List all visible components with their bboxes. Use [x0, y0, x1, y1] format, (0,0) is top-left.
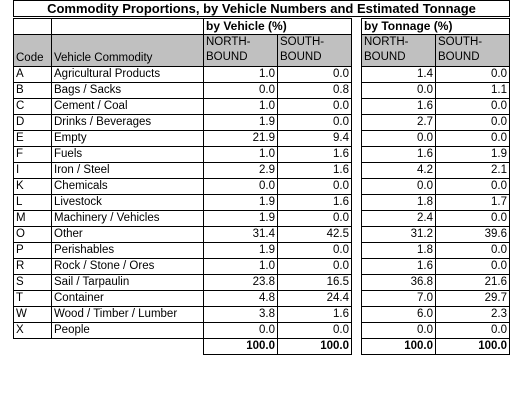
row-veh-north: 0.0 — [204, 323, 278, 339]
row-ton-south: 0.0 — [436, 67, 510, 83]
row-code: C — [14, 99, 52, 115]
row-commodity: Empty — [52, 131, 204, 147]
table-row — [14, 147, 510, 163]
total-ton-south: 100.0 — [436, 339, 510, 355]
row-veh-north: 4.8 — [204, 291, 278, 307]
row-veh-north: 0.0 — [204, 83, 278, 99]
row-veh-south: 0.0 — [278, 323, 352, 339]
col-north-line2: BOUND — [206, 51, 248, 63]
group-spacer — [14, 19, 52, 35]
row-ton-north: 0.0 — [362, 179, 436, 195]
row-veh-north: 21.9 — [204, 131, 278, 147]
row-veh-south: 1.6 — [278, 195, 352, 211]
row-veh-north: 0.0 — [204, 179, 278, 195]
col-south-line1: SOUTH- — [438, 36, 483, 48]
row-veh-north: 1.9 — [204, 211, 278, 227]
row-veh-south: 42.5 — [278, 227, 352, 243]
row-ton-north: 1.4 — [362, 67, 436, 83]
col-ton-north — [362, 35, 436, 67]
col-south-line2: BOUND — [438, 51, 480, 63]
row-ton-south: 1.1 — [436, 83, 510, 99]
row-ton-south: 1.9 — [436, 147, 510, 163]
row-ton-south: 0.0 — [436, 115, 510, 131]
totals-row — [14, 339, 510, 355]
row-ton-south: 0.0 — [436, 99, 510, 115]
row-ton-south: 0.0 — [436, 131, 510, 147]
table-row — [14, 195, 510, 211]
row-ton-south: 0.0 — [436, 179, 510, 195]
table-row — [14, 131, 510, 147]
row-veh-south: 24.4 — [278, 291, 352, 307]
row-code: M — [14, 211, 52, 227]
commodity-table — [13, 18, 510, 355]
table-row — [14, 115, 510, 131]
table-title: Commodity Proportions, by Vehicle Numbers and Estimated Tonnage — [13, 0, 510, 17]
row-veh-south: 0.0 — [278, 115, 352, 131]
col-veh-north — [204, 35, 278, 67]
totals-spacer — [14, 339, 52, 355]
row-code: W — [14, 307, 52, 323]
row-veh-north: 3.8 — [204, 307, 278, 323]
row-veh-north: 1.0 — [204, 67, 278, 83]
row-veh-north: 2.9 — [204, 163, 278, 179]
row-ton-north: 0.0 — [362, 131, 436, 147]
table-row — [14, 67, 510, 83]
table-row — [14, 291, 510, 307]
col-veh-south — [278, 35, 352, 67]
row-ton-south: 1.7 — [436, 195, 510, 211]
row-commodity: Machinery / Vehicles — [52, 211, 204, 227]
row-veh-north: 1.9 — [204, 243, 278, 259]
col-north-line1: NORTH- — [206, 36, 251, 48]
row-ton-north: 1.8 — [362, 195, 436, 211]
row-ton-north: 7.0 — [362, 291, 436, 307]
row-veh-south: 9.4 — [278, 131, 352, 147]
col-ton-south — [436, 35, 510, 67]
group-header-row — [14, 19, 510, 35]
row-code: B — [14, 83, 52, 99]
row-ton-south: 39.6 — [436, 227, 510, 243]
row-commodity: Bags / Sacks — [52, 83, 204, 99]
row-veh-north: 1.0 — [204, 259, 278, 275]
row-commodity: Agricultural Products — [52, 67, 204, 83]
row-veh-south: 16.5 — [278, 275, 352, 291]
row-code: I — [14, 163, 52, 179]
commodity-table-wrapper — [13, 18, 510, 355]
col-code: Code — [14, 35, 52, 67]
row-ton-north: 2.7 — [362, 115, 436, 131]
table-row — [14, 275, 510, 291]
total-ton-north: 100.0 — [362, 339, 436, 355]
row-ton-north: 0.0 — [362, 323, 436, 339]
row-ton-south: 0.0 — [436, 323, 510, 339]
row-ton-north: 6.0 — [362, 307, 436, 323]
row-veh-south: 1.6 — [278, 147, 352, 163]
row-ton-north: 0.0 — [362, 83, 436, 99]
row-code: D — [14, 115, 52, 131]
row-ton-north: 1.6 — [362, 259, 436, 275]
column-header-row — [14, 35, 510, 67]
row-veh-north: 23.8 — [204, 275, 278, 291]
row-ton-south: 0.0 — [436, 259, 510, 275]
row-veh-south: 0.0 — [278, 99, 352, 115]
row-code: K — [14, 179, 52, 195]
row-code: P — [14, 243, 52, 259]
row-code: A — [14, 67, 52, 83]
row-code: E — [14, 131, 52, 147]
row-code: R — [14, 259, 52, 275]
row-code: F — [14, 147, 52, 163]
row-ton-south: 29.7 — [436, 291, 510, 307]
total-veh-north: 100.0 — [204, 339, 278, 355]
row-ton-north: 36.8 — [362, 275, 436, 291]
row-commodity: Rock / Stone / Ores — [52, 259, 204, 275]
row-veh-south: 0.0 — [278, 211, 352, 227]
row-veh-south: 1.6 — [278, 163, 352, 179]
row-commodity: Livestock — [52, 195, 204, 211]
row-veh-north: 1.9 — [204, 115, 278, 131]
table-row — [14, 227, 510, 243]
row-code: X — [14, 323, 52, 339]
group-spacer — [52, 19, 204, 35]
row-veh-south: 0.0 — [278, 259, 352, 275]
row-ton-north: 1.6 — [362, 147, 436, 163]
table-row — [14, 259, 510, 275]
totals-spacer — [52, 339, 204, 355]
col-south-line1: SOUTH- — [280, 36, 325, 48]
col-north-line2: BOUND — [364, 51, 406, 63]
table-row — [14, 99, 510, 115]
row-commodity: Fuels — [52, 147, 204, 163]
row-ton-south: 2.3 — [436, 307, 510, 323]
table-row — [14, 211, 510, 227]
row-veh-north: 1.0 — [204, 99, 278, 115]
row-ton-north: 1.6 — [362, 99, 436, 115]
row-commodity: Cement / Coal — [52, 99, 204, 115]
col-north-line1: NORTH- — [364, 36, 409, 48]
table-row — [14, 307, 510, 323]
row-ton-north: 4.2 — [362, 163, 436, 179]
group-by-tonnage: by Tonnage (%) — [362, 19, 510, 35]
row-commodity: Chemicals — [52, 179, 204, 195]
col-south-line2: BOUND — [280, 51, 322, 63]
row-veh-north: 31.4 — [204, 227, 278, 243]
table-row — [14, 243, 510, 259]
row-ton-south: 0.0 — [436, 243, 510, 259]
table-row — [14, 323, 510, 339]
row-commodity: Container — [52, 291, 204, 307]
table-row — [14, 163, 510, 179]
row-ton-north: 2.4 — [362, 211, 436, 227]
row-veh-south: 1.6 — [278, 307, 352, 323]
total-veh-south: 100.0 — [278, 339, 352, 355]
row-veh-south: 0.0 — [278, 179, 352, 195]
group-by-vehicle: by Vehicle (%) — [204, 19, 352, 35]
row-code: L — [14, 195, 52, 211]
row-commodity: People — [52, 323, 204, 339]
row-ton-north: 31.2 — [362, 227, 436, 243]
row-commodity: Other — [52, 227, 204, 243]
col-commodity: Vehicle Commodity — [52, 35, 204, 67]
row-commodity: Iron / Steel — [52, 163, 204, 179]
row-veh-south: 0.0 — [278, 67, 352, 83]
row-ton-south: 21.6 — [436, 275, 510, 291]
row-commodity: Wood / Timber / Lumber — [52, 307, 204, 323]
row-ton-south: 0.0 — [436, 211, 510, 227]
row-code: O — [14, 227, 52, 243]
table-row — [14, 179, 510, 195]
row-veh-north: 1.9 — [204, 195, 278, 211]
row-veh-south: 0.0 — [278, 243, 352, 259]
row-commodity: Sail / Tarpaulin — [52, 275, 204, 291]
table-row — [14, 83, 510, 99]
row-veh-north: 1.0 — [204, 147, 278, 163]
row-veh-south: 0.8 — [278, 83, 352, 99]
row-ton-south: 2.1 — [436, 163, 510, 179]
row-code: T — [14, 291, 52, 307]
row-commodity: Drinks / Beverages — [52, 115, 204, 131]
row-commodity: Perishables — [52, 243, 204, 259]
row-code: S — [14, 275, 52, 291]
row-ton-north: 1.8 — [362, 243, 436, 259]
